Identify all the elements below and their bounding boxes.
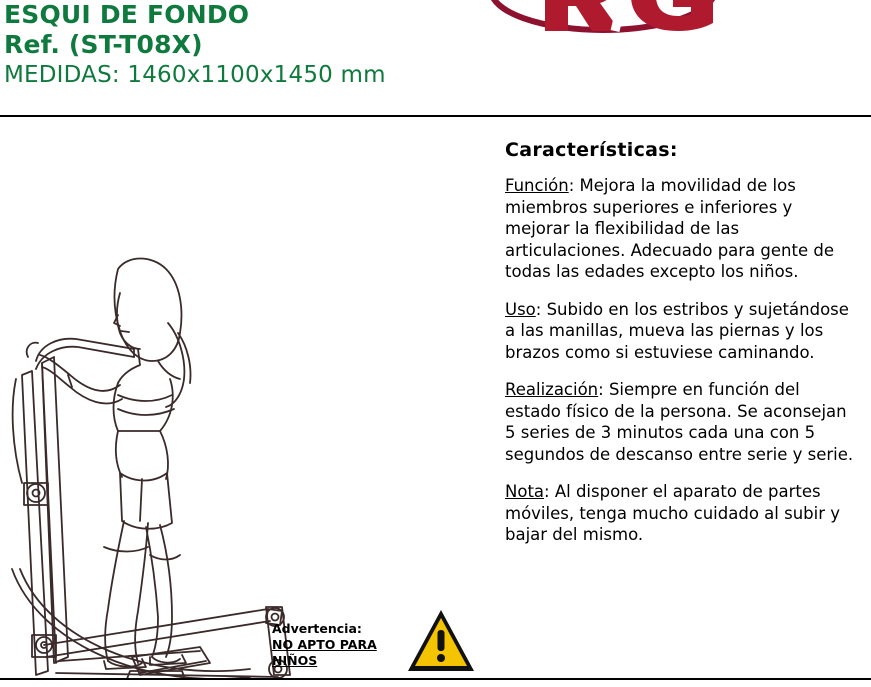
characteristics-heading: Características: — [505, 139, 678, 161]
spec-label-nota: Nota — [505, 482, 545, 501]
spec-text-nota: : Al disponer el aparato de partes móviles, tenga mucho cuidado al subir y bajar del mismo. — [505, 482, 841, 544]
spec-paragraph-realizacion — [505, 379, 857, 465]
spec-text-realizacion: : Siempre en función del estado físico de la persona. Se aconsejan 5 series de 3 minutos cada una con 5 segundos de descanso entre serie y serie. — [505, 380, 854, 464]
spec-label-realizacion: Realización — [505, 380, 599, 399]
warning-triangle-icon — [406, 607, 476, 677]
warning-title: Advertencia: — [272, 621, 362, 636]
spec-paragraph-funcion — [505, 175, 857, 283]
characteristics-section — [505, 139, 857, 562]
footer-divider — [0, 678, 871, 680]
page-content — [0, 117, 871, 678]
spec-text-funcion: : Mejora la movilidad de los miembros superiores e inferiores y mejorar la flexibilidad de las articulaciones. Adecuado para gente de todas las edades excepto los niños. — [505, 176, 834, 281]
warning-text — [272, 621, 402, 669]
product-reference: Ref. (ST-T08X) — [4, 30, 203, 59]
warning-block — [272, 607, 472, 677]
spec-paragraph-uso — [505, 299, 857, 364]
warning-subtitle: NO APTO PARA NIÑOS — [272, 637, 377, 668]
spec-text-uso: : Subido en los estribos y sujetándose a las manillas, mueva las piernas y los brazos como si estuviese caminando. — [505, 299, 849, 362]
spec-label-uso: Uso — [505, 299, 536, 319]
cross-country-ski-machine-drawing — [0, 117, 470, 678]
company-logo — [483, 0, 723, 56]
title-block — [4, 0, 386, 90]
product-dimensions: MEDIDAS: 1460x1100x1450 mm — [4, 62, 386, 88]
page-title: ESQUI DE FONDO — [4, 0, 250, 29]
spec-label-funcion: Función — [505, 176, 569, 195]
page-header — [0, 0, 871, 115]
spec-paragraph-nota — [505, 481, 857, 546]
